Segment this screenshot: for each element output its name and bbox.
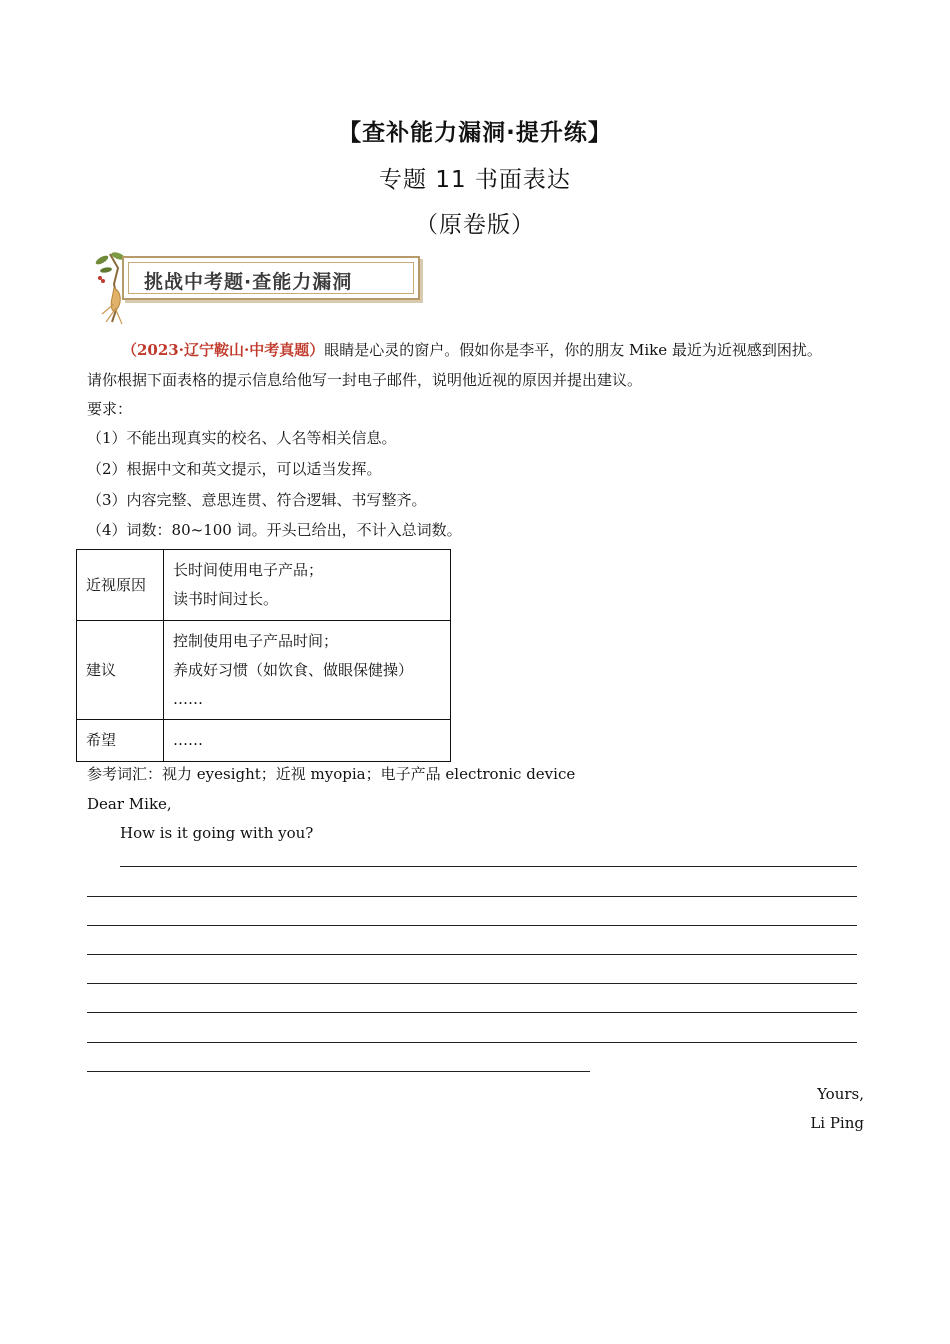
writing-line — [87, 1042, 857, 1043]
letter-signature: Li Ping — [810, 1114, 864, 1132]
table-value-cell: …… — [164, 720, 451, 762]
edition-label: （原卷版） — [415, 212, 535, 238]
writing-line — [87, 925, 857, 926]
requirement-item: （4）词数：80~100 词。开头已给出，不计入总词数。 — [87, 521, 462, 539]
letter-closing: Yours, — [817, 1085, 864, 1103]
table-row — [77, 720, 451, 762]
table-key-cell: 建议 — [77, 621, 164, 720]
requirements-title: 要求： — [87, 400, 133, 418]
banner-frame — [122, 256, 420, 300]
table-value-cell: 长时间使用电子产品； 读书时间过长。 — [164, 550, 451, 621]
table-key-cell: 近视原因 — [77, 550, 164, 621]
page-title: 【查补能力漏洞·提升练】 — [338, 120, 612, 146]
writing-line — [87, 1071, 590, 1072]
writing-line — [87, 1012, 857, 1013]
letter-greeting: Dear Mike, — [87, 795, 172, 813]
prompt-line-2: 请你根据下面表格的提示信息给他写一封电子邮件，说明他近视的原因并提出建议。 — [87, 371, 643, 389]
page-subtitle: 专题 11 书面表达 — [379, 167, 571, 193]
requirement-item: （2）根据中文和英文提示，可以适当发挥。 — [87, 460, 382, 478]
writing-line — [87, 983, 857, 984]
table-row — [77, 621, 451, 720]
writing-line — [87, 954, 857, 955]
prompt-text-1: 眼睛是心灵的窗户。假如你是李平，你的朋友 Mike 最近为近视感到困扰。 — [324, 341, 822, 359]
writing-line — [87, 896, 857, 897]
writing-line — [120, 866, 857, 867]
banner-label: 挑战中考题·查能力漏洞 — [144, 271, 353, 293]
requirement-item: （3）内容完整、意思连贯、符合逻辑、书写整齐。 — [87, 491, 427, 509]
table-row — [77, 550, 451, 621]
section-banner — [88, 248, 428, 328]
table-value-cell: 控制使用电子产品时间； 养成好习惯（如饮食、做眼保健操） …… — [164, 621, 451, 720]
letter-opening: How is it going with you? — [120, 824, 314, 842]
requirement-item: （1）不能出现真实的校名、人名等相关信息。 — [87, 429, 397, 447]
question-source: （2023·辽宁鞍山·中考真题） — [122, 341, 325, 359]
prompt-line-1 — [122, 340, 822, 360]
table-key-cell: 希望 — [77, 720, 164, 762]
hint-table — [76, 549, 451, 762]
vocabulary-hint: 参考词汇：视力 eyesight；近视 myopia；电子产品 electronic device — [87, 765, 576, 783]
